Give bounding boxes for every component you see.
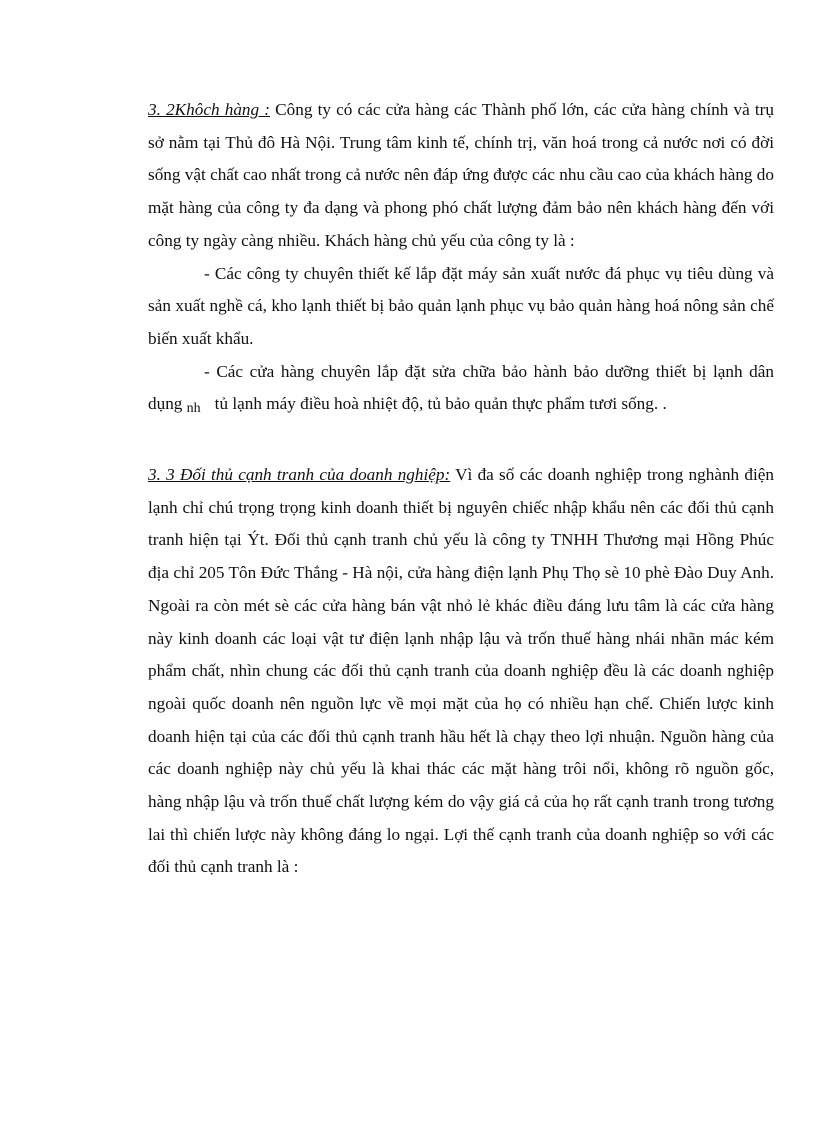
paragraph-customers	[148, 94, 774, 258]
paragraph-competitors	[148, 459, 774, 884]
heading-competitors: 3. 3 Đối thủ cạnh tranh của doanh nghiệp:	[148, 465, 451, 485]
bullet-item-2	[148, 356, 774, 426]
bullet-item-2-text-start: - Các cửa hàng chuyên lắp đặt sửa chữa bảo hành bảo dưỡng thiết bị lạnh dân dụng	[148, 361, 774, 414]
bullet-item-2-text-end: tủ lạnh máy điều hoà nhiệt độ, tủ bảo quản thực phẩm tươi sống. .	[214, 394, 667, 414]
heading-customers: 3. 2Khôch hàng :	[148, 100, 270, 119]
competitors-text: Vì đa số các doanh nghiệp trong nghành điện lạnh chỉ chú trọng trọng kinh doanh thiết bị nguyên chiếc nhập khẩu nên các đối thủ cạnh tranh hiện tại Ýt. Đối thủ cạnh tranh chủ yếu là công ty TNHH Thương mại Hồng Phúc địa chỉ 205 Tôn Đức Thắng - Hà nội, cửa hàng điện lạnh Phụ Thọ sè 10 phè Đào Duy Anh. Ngoài ra còn mét sè các cửa hàng bán vật nhỏ lẻ khác điều đáng lưu tâm là các cửa hàng này kinh doanh các loại vật tư điện lạnh nhập lậu và trốn thuế hàng nhái nhãn mác kém phẩm chất, nhìn chung các đối thủ cạnh tranh của doanh nghiệp đều là các doanh nghiệp ngoài quốc doanh nên nguồn lực về mọi mặt của họ có nhiều hạn chế. Chiến lược kinh doanh hiện tại của các đối thủ cạnh tranh hầu hết là chạy theo lợi nhuận. Nguồn hàng của các doanh nghiệp này chủ yếu là khai thác các mặt hàng trôi nổi, không rõ nguồn gốc, hàng nhập lậu và trốn thuế chất lượng kém do vậy giá cả của họ rất cạnh tranh trong tương lai thì chiến lược này không đáng lo ngại. Lợi thế cạnh tranh của doanh nghiệp so với các đối thủ cạnh tranh là :	[148, 465, 774, 877]
bullet-item-1-text: - Các công ty chuyên thiết kế lắp đặt máy sản xuất nước đá phục vụ tiêu dùng và sản xuất nghề cá, kho lạnh thiết bị bảo quản lạnh phục vụ bảo quản hàng hoá nông sản chế biến xuất khẩu.	[148, 263, 774, 348]
customers-text: Công ty có các cửa hàng các Thành phố lớn, các cửa hàng chính và trụ sở nằm tại Thủ đô Hà Nội. Trung tâm kinh tế, chính trị, văn hoá trong cả nước nơi có đời sống vật chất cao nhất trong cả nước nên đáp ứng được các nhu cầu cao của khách hàng do mặt hàng của công ty đa dạng và phong phó chất lượng đảm bảo nên khách hàng đến với công ty ngày càng nhiều. Khách hàng chủ yếu của công ty là :	[148, 100, 774, 250]
bullet-item-1	[148, 258, 774, 356]
document-body	[148, 94, 774, 884]
bullet-item-2-small-text: nh	[186, 401, 201, 417]
